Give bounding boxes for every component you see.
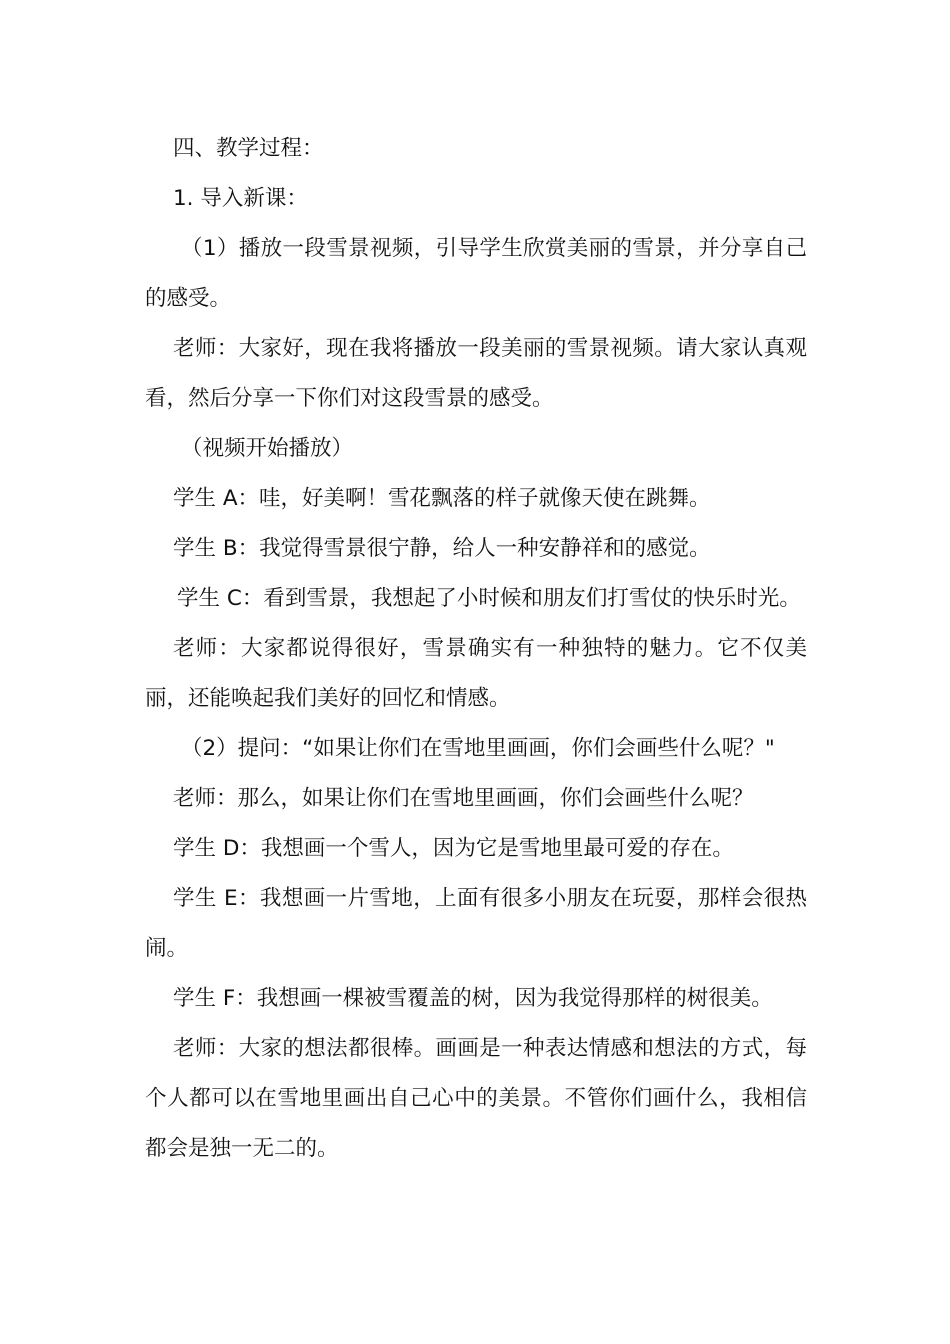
paragraph: 学生 D：我想画一个雪人，因为它是雪地里最可爱的存在。 [173,836,734,861]
paragraph: 老师：大家都说得很好，雪景确实有一种独特的魅力。它不仅美丽，还能唤起我们美好的回忆和情感。 [145,636,807,711]
section-heading: 四、教学过程： [173,136,324,161]
paragraph: 学生 F：我想画一棵被雪覆盖的树，因为我觉得那样的树很美。 [173,986,773,1011]
paragraph: （视频开始播放） [181,436,354,461]
paragraph: 老师：大家好，现在我将播放一段美丽的雪景视频。请大家认真观看，然后分享一下你们对这段雪景的感受。 [145,336,807,411]
paragraph: 老师：那么，如果让你们在雪地里画画，你们会画些什么呢？ [173,786,754,811]
paragraph: （1）播放一段雪景视频，引导学生欣赏美丽的雪景，并分享自己的感受。 [145,236,807,311]
paragraph: 学生 B：我觉得雪景很宁静，给人一种安静祥和的感觉。 [173,536,711,561]
paragraph: 老师：大家的想法都很棒。画画是一种表达情感和想法的方式，每个人都可以在雪地里画出自己心中的美景。不管你们画什么，我相信都会是独一无二的。 [145,1036,807,1161]
paragraph: 学生 E：我想画一片雪地，上面有很多小朋友在玩耍，那样会很热闹。 [145,886,807,961]
subsection-heading: 1. 导入新课： [173,186,308,211]
document-page [145,124,807,1174]
paragraph: 学生 A：哇，好美啊！雪花飘落的样子就像天使在跳舞。 [173,486,711,511]
paragraph: （2）提问：“如果让你们在雪地里画画，你们会画些什么呢？" [181,736,775,761]
paragraph: 学生 C：看到雪景，我想起了小时候和朋友们打雪仗的快乐时光。 [177,586,801,611]
